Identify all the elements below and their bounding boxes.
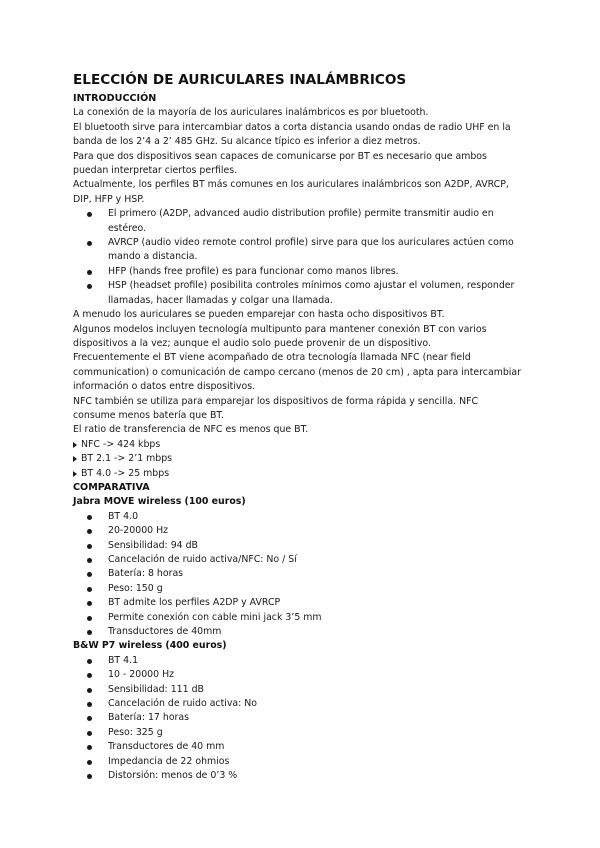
profile-item: HSP (headset profile) posibilita controles mínimos como ajustar el volumen, responder llamadas, hacer llamadas y colgar una llamada. xyxy=(73,279,523,308)
spec-item: Peso: 150 g xyxy=(73,582,523,596)
spec-item: BT 4.1 xyxy=(73,654,523,668)
spec-item: Transductores de 40 mm xyxy=(73,740,523,754)
product-name: B&W P7 wireless (400 euros) xyxy=(73,640,227,652)
intro-paragraph: El ratio de transferencia de NFC es menos que BT. xyxy=(73,424,309,436)
rate-item: NFC -> 424 kbps xyxy=(73,438,523,452)
rate-item: BT 4.0 -> 25 mbps xyxy=(73,467,523,481)
document-title: ELECCIÓN DE AURICULARES INALÁMBRICOS xyxy=(73,72,407,88)
spec-item: Impedancia de 22 ohmios xyxy=(73,755,523,769)
intro-paragraph: NFC también se utiliza para emparejar los dispositivos de forma rápida y sencilla. NFC consume menos batería que BT. xyxy=(73,395,479,421)
intro-paragraph: Para que dos dispositivos sean capaces de comunicarse por BT es necesario que ambos puedan interpretar ciertos perfiles. xyxy=(73,150,487,177)
spec-item: BT admite los perfiles A2DP y AVRCP xyxy=(73,596,523,610)
rate-item: BT 2.1 -> 2’1 mbps xyxy=(73,452,523,466)
intro-paragraph: La conexión de la mayoría de los auriculares inalámbricos es por bluetooth. xyxy=(73,107,429,119)
spec-item: Batería: 8 horas xyxy=(73,567,523,581)
document-content xyxy=(73,72,523,784)
intro-paragraph: A menudo los auriculares se pueden emparejar con hasta ocho dispositivos BT. xyxy=(73,309,445,321)
comparison-heading: COMPARATIVA xyxy=(73,481,150,493)
spec-item: Distorsión: menos de 0’3 % xyxy=(73,769,523,783)
spec-item: Cancelación de ruido activa: No xyxy=(73,697,523,711)
profile-item: El primero (A2DP, advanced audio distribution profile) permite transmitir audio en estéreo. xyxy=(73,207,523,236)
spec-item: 20-20000 Hz xyxy=(73,524,523,538)
spec-item: Permite conexión con cable mini jack 3’5 mm xyxy=(73,611,523,625)
spec-item: Peso: 325 g xyxy=(73,726,523,740)
spec-item: BT 4.0 xyxy=(73,510,523,524)
transfer-rates-list xyxy=(73,438,523,481)
intro-paragraph: El bluetooth sirve para intercambiar datos a corta distancia usando ondas de radio UHF en la banda de los 2’4 a 2’ 485 GHz. Su alcance típico es inferior a diez metros. xyxy=(73,121,511,148)
spec-item: Sensibilidad: 94 dB xyxy=(73,539,523,553)
product-specs-list xyxy=(73,654,523,784)
product-name: Jabra MOVE wireless (100 euros) xyxy=(73,496,246,508)
product-specs-list xyxy=(73,510,523,640)
spec-item: Transductores de 40mm xyxy=(73,625,523,639)
profiles-list xyxy=(73,207,523,308)
intro-paragraph: Frecuentemente el BT viene acompañado de otra tecnología llamada NFC (near field communication) o comunicación de campo cercano (menos de 20 cm) , apta para intercambiar información o datos entre dispositivos. xyxy=(73,352,521,393)
spec-item: Batería: 17 horas xyxy=(73,711,523,725)
profile-item: HFP (hands free profile) es para funcionar como manos libres. xyxy=(73,265,523,279)
intro-paragraph: Algunos modelos incluyen tecnología multipunto para mantener conexión BT con varios dispositivos a la vez; aunque el audio solo puede provenir de un dispositivo. xyxy=(73,323,487,349)
intro-heading: INTRODUCCIÓN xyxy=(73,93,157,104)
spec-item: Cancelación de ruido activa/NFC: No / Sí xyxy=(73,553,523,567)
spec-item: 10 - 20000 Hz xyxy=(73,668,523,682)
spec-item: Sensibilidad: 111 dB xyxy=(73,683,523,697)
profile-item: AVRCP (audio video remote control profile) sirve para que los auriculares actúen como mando a distancia. xyxy=(73,236,523,265)
intro-paragraph: Actualmente, los perfiles BT más comunes en los auriculares inalámbricos son A2DP, AVRCP, DIP, HFP y HSP. xyxy=(73,179,509,205)
